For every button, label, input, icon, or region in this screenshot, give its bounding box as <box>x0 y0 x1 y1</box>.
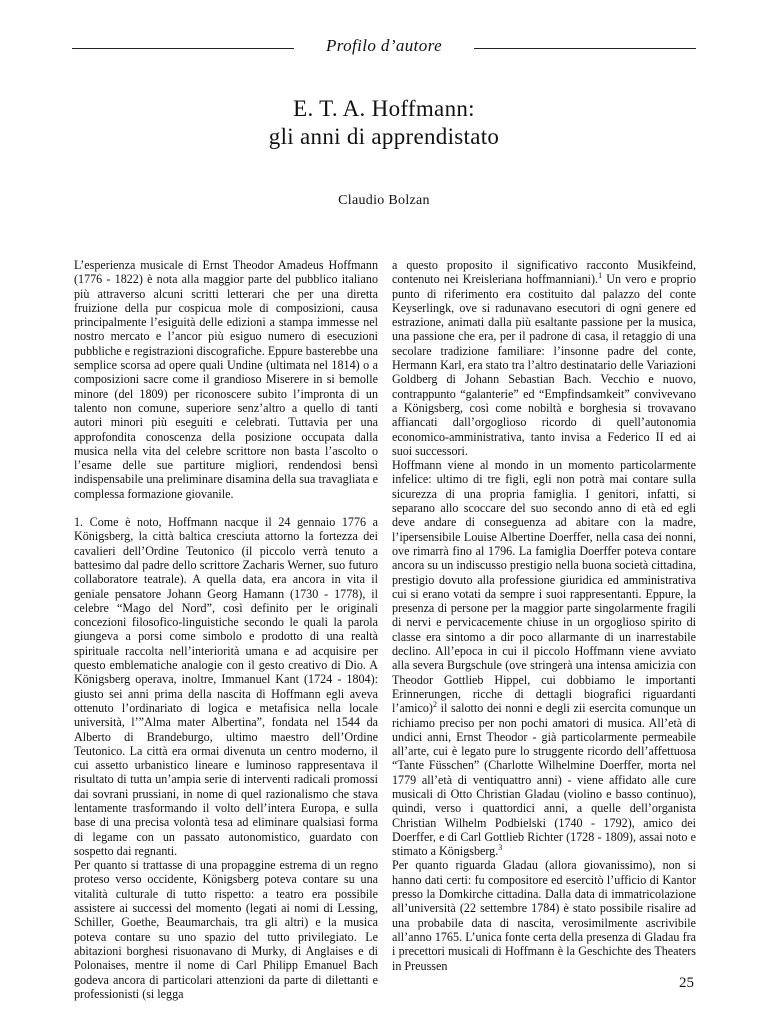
article-title <box>72 95 696 151</box>
paragraph-text: Un vero e proprio punto di riferimento era costituito dal palazzo del conte Keyserlingk, ove si radunavano esecutori di ogni genere ed estrazione, animati dalla più esaltante passione per la musica, una passione che era, per il padrone di casa, il retaggio di una secolare tradizione familiare: l’insonne padre del conte, Hermann Karl, era stato tra l’altro destinatario delle Variazioni Goldberg di Johann Sebastian Bach. Vecchio e nuovo, contrappunto “galanterie” ed “Empfindsamkeit” convivevano a Königsberg, così come nobiltà e borghesia si trovavano affiancati dall’orgoglioso ricordo di quell’autonomia economico-amministrativa, tanto invisa a Federico II ed ai suoi successori. <box>392 272 696 458</box>
title-line-1: E. T. A. Hoffmann: <box>293 96 475 121</box>
title-line-2: gli anni di apprendistato <box>268 124 500 149</box>
running-header <box>72 36 696 62</box>
paragraph-text: il salotto dei nonni e degli zii esercita comunque un richiamo preciso per non pochi amatori di musica. All’età di undici anni, Ernst Theodor - già particolarmente permeabile all’arte, cui è legato pure lo struggente ricordo dell’affettuosa “Tante Füsschen” (Charlotte Wilhelmine Doerffer, morta nel 1779 all’età di ventiquattro anni) - viene affidato alle cure musicali di Otto Christian Gladau (violino e basso continuo), quindi, verso i quattordici anni, a quelle dell’organista Christian Wilhelm Podbielski (1740 - 1792), amico dei Doerffer, e di Carl Gottlieb Richter (1728 - 1809), assai noto e stimato a Königsberg. <box>392 701 696 859</box>
header-rule-left <box>72 48 294 49</box>
intro-paragraph: L’esperienza musicale di Ernst Theodor Amadeus Hoffmann (1776 - 1822) è nota alla maggior parte del pubblico italiano più attraverso alcuni scritti letterari che per una diretta fruizione della pur cospicua mole di composizioni, causa principalmente l’esiguità delle edizioni a stampa immesse nel nostro mercato e l’ancor più esiguo numero di esecuzioni pubbliche e registrazioni discografiche. Eppure basterebbe una semplice scorsa ad opere quali Undine (ultimata nel 1814) o a composizioni sacre come il grandioso Miserere in si bemolle minore (del 1809) per riconoscere subito l’impronta di un talento non comune, superiore senz’altro a quello di tanti autori minori più eseguiti e celebrati. Tuttavia per una approfondita conoscenza della posizione occupata dalla musica nella vita del celebre scrittore non basta l’ascolto o l’esame delle sue partiture migliori, rendendosi bensì indispensabile una preliminare disamina della sua travagliata e complessa formazione giovanile. <box>74 258 378 501</box>
right-column <box>392 258 696 973</box>
section-label: Profilo d’autore <box>325 36 443 55</box>
author-name: Claudio Bolzan <box>338 193 430 208</box>
footnote-ref[interactable]: 3 <box>498 843 503 853</box>
footnote-ref[interactable]: 2 <box>432 700 437 710</box>
section-1-paragraph: 1. Come è noto, Hoffmann nacque il 24 gennaio 1776 a Königsberg, la città baltica cresciuta attorno la fortezza dei cavalieri dell’Ordine Teutonico (il piccolo verrà tenuto a battesimo dal padre dello scrittore Zacharis Werner, suo futuro collaboratore teatrale). A quella data, era ancora in vita il geniale pensatore Johann Georg Hamann (1730 - 1778), il celebre “Mago del Nord”, così definito per le originali concezioni filosofico-linguistiche secondo le quali la parola giungeva a porsi come simbolo e prodotto di una realtà spirituale raccolta nell’interiorità umana e ad acquisire per questo emblematiche analogie con il gesto creativo di Dio. A Königsberg operava, inoltre, Immanuel Kant (1724 - 1804): giusto sei anni prima della nascita di Hoffmann egli aveva ottenuto l’ordinariato di logica e metafisica nella locale università, l’”Alma mater Albertina”, fondata nel 1544 da Alberto di Brandeburgo, ultimo maestro dell’Ordine Teutonico. La città era ormai divenuta un centro moderno, il cui assetto urbanistico lineare e luminoso rappresentava il risultato di tutta un’ampia serie di interventi radicali promossi dai sovrani prussiani, in nome di quel razionalismo che stava lentamente trasformando il volto dell’intera Europa, e sulla base di una precisa volontà tesa ad eliminare qualsiasi forma di legame con un passato autonomistico, guardato con sospetto dai regnanti. <box>74 515 378 858</box>
header-rule-right <box>474 48 696 49</box>
paragraph-text: Hoffmann viene al mondo in un momento particolarmente infelice: ultimo di tre figli, egli non potrà mai contare sulla sicurezza di una propria famiglia. I genitori, infatti, si separano allo scoccare del suo secondo anno di età ed egli deve andare di conseguenza ad abitare con la madre, l’ipersensibile Louise Albertine Doerffer, nella casa dei nonni, ove rimarrà fino al 1796. La famiglia Doerffer poteva contare ancora su un indiscusso prestigio nella buona società cittadina, prestigio dovuto alla professione giuridica ed amministrativa cui si erano votati da sempre i suoi rappresentanti. Eppure, la presenza di persone per la maggior parte singolarmente fragili di nervi e pervicacemente chiuse in un orgoglioso spirito di classe era sintomo a dir poco allarmante di un inarrestabile declino. All’epoca in cui il piccolo Hoffmann viene avviato alla severa Burgschule (ove stringerà una intensa amicizia con Theodor Gottlieb Hippel, cui dobbiamo le importanti Erinnerungen, ricche di dettagli biografici riguardanti l’amico) <box>392 458 696 716</box>
body-paragraph <box>392 458 696 858</box>
paragraph-text: a questo proposito il significativo racconto Musikfeind, contenuto nei Kreisleriana hoffmanniani). <box>392 258 696 287</box>
body-paragraph <box>392 258 696 458</box>
body-paragraph: Per quanto si trattasse di una propaggine estrema di un regno proteso verso occidente, Königsberg poteva contare su una vitalità culturale di tutto rispetto: a teatro era possibile assistere ai successi del momento (legati ai nomi di Lessing, Schiller, Goethe, Beaumarchais, tra gli altri) e la musica poteva contare su uno spazio del tutto privilegiato. Le abitazioni borghesi risuonavano di Murky, di Anglaises e di Polonaises, mentre il nome di Carl Philipp Emanuel Bach godeva ancora di particolari attenzioni da parte di dilettanti e professionisti (si legga <box>74 858 378 1001</box>
footnote-ref[interactable]: 1 <box>598 271 603 281</box>
body-paragraph: Per quanto riguarda Gladau (allora giovanissimo), non si hanno dati certi: fu compositore ed esercitò l’ufficio di Kantor presso la Domkirche cittadina. Dalla data di immatricolazione all’università (22 settembre 1784) è stato possibile risalire ad una probabile data di nascita, verosimilmente ascrivibile all’anno 1765. L’unica fonte certa della presenza di Gladau fra i precettori musicali di Hoffmann è la Geschichte des Theaters in Preussen <box>392 858 696 973</box>
left-column <box>74 258 378 1001</box>
page-number: 25 <box>679 975 694 991</box>
